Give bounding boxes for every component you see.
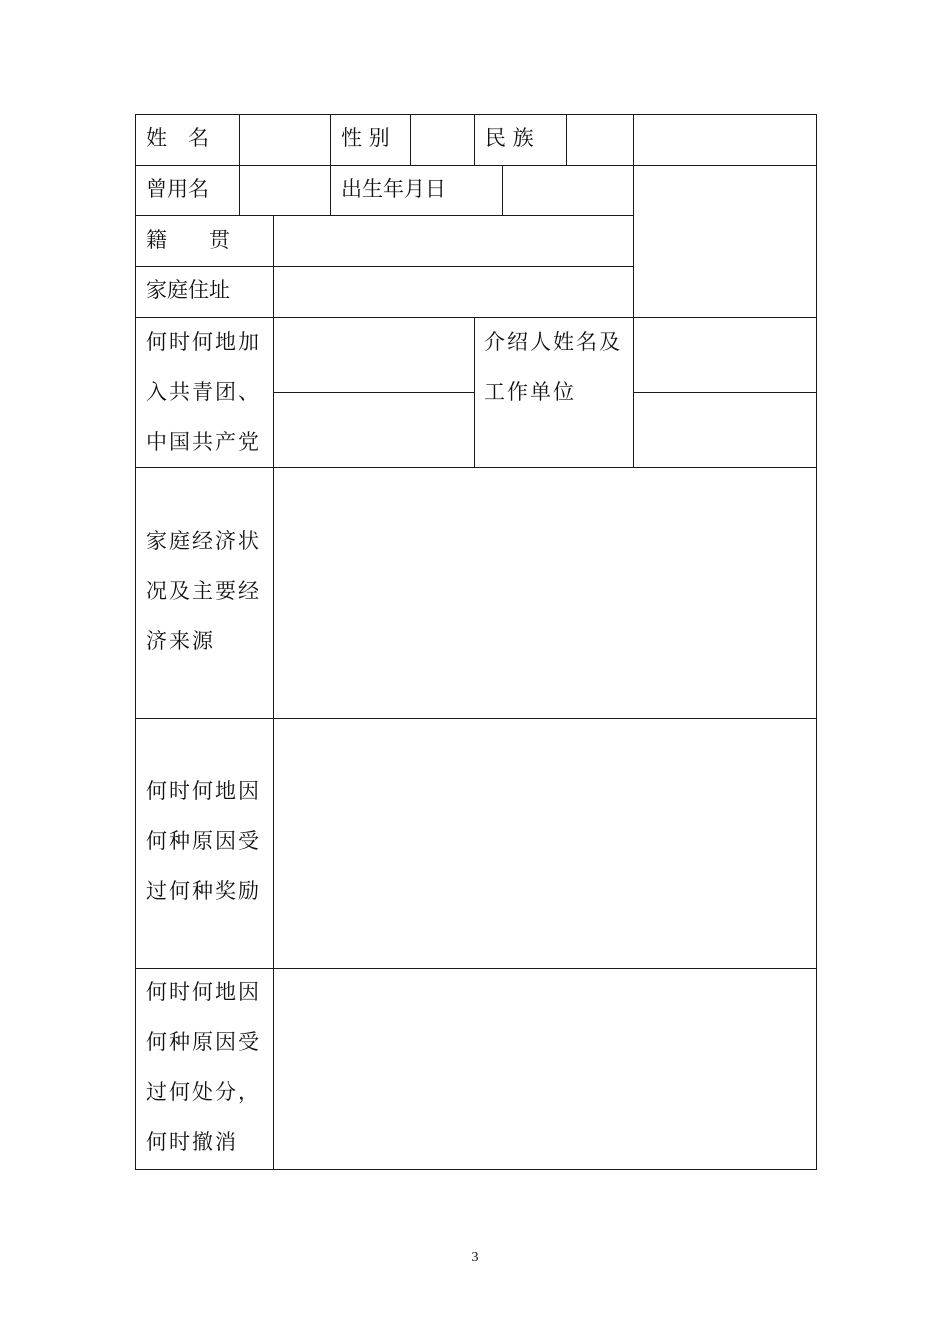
native-place-label: 籍 贯 xyxy=(146,228,230,252)
gender-label: 性 别 xyxy=(341,126,390,150)
introducer-label: 介绍人姓名及 工作单位 xyxy=(484,330,622,404)
row-divider xyxy=(135,165,817,166)
family-economy-label: 家庭经济状 况及主要经 济来源 xyxy=(146,529,261,653)
join-league-party-label: 何时何地加 入共青团、 中国共产党 xyxy=(146,330,261,454)
row-divider xyxy=(135,215,633,216)
table-border-top xyxy=(135,114,817,115)
row-divider xyxy=(273,392,474,393)
col-divider xyxy=(239,114,240,165)
col-divider xyxy=(239,165,240,216)
table-border-left xyxy=(135,114,136,1170)
table-border-bottom xyxy=(135,1169,817,1170)
page-number: 3 xyxy=(471,1250,479,1265)
col-divider xyxy=(474,114,475,165)
col-divider xyxy=(330,114,331,216)
registration-form-table xyxy=(135,114,817,1170)
col-divider xyxy=(474,317,475,468)
row-divider xyxy=(135,718,817,719)
punishments-label: 何时何地因 何种原因受 过何处分， 何时撤消 xyxy=(146,980,261,1154)
birth-date-label: 出生年月日 xyxy=(341,177,446,201)
row-divider xyxy=(135,266,633,267)
table-border-right xyxy=(816,114,817,1170)
row-divider xyxy=(633,392,817,393)
col-divider xyxy=(502,165,503,216)
col-divider xyxy=(566,114,567,165)
col-divider xyxy=(273,215,274,1170)
row-divider xyxy=(135,467,817,468)
name-label: 姓 名 xyxy=(146,126,209,150)
rewards-label: 何时何地因 何种原因受 过何种奖励 xyxy=(146,779,261,903)
ethnicity-label: 民 族 xyxy=(485,126,534,150)
col-divider xyxy=(410,114,411,165)
former-name-label: 曾用名 xyxy=(146,177,209,201)
col-divider xyxy=(633,114,634,468)
home-address-label: 家庭住址 xyxy=(146,278,230,302)
